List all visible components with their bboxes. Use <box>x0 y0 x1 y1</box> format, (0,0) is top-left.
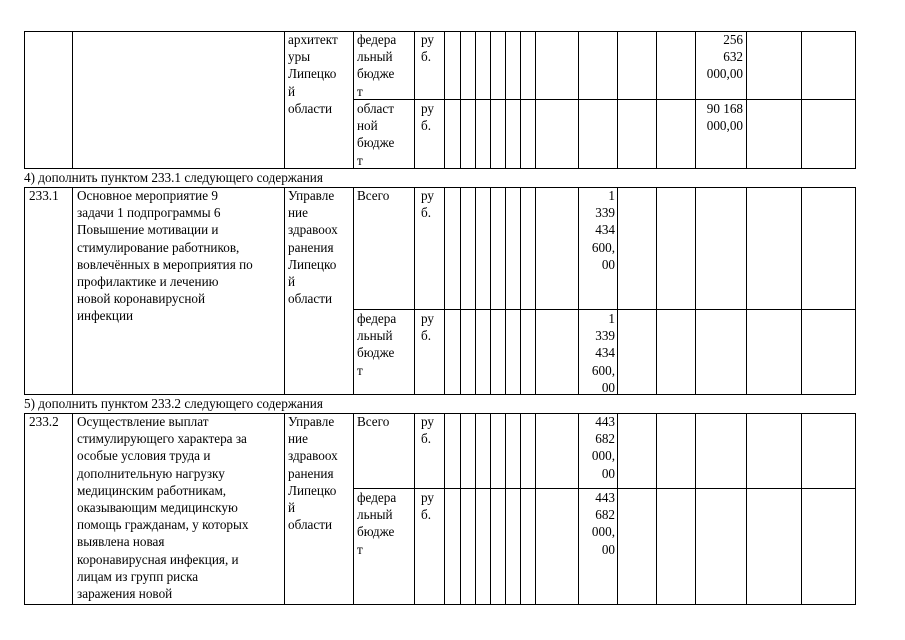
unit-label: ру б. <box>421 101 435 134</box>
amount-value: 1 339 434 600, 00 <box>591 188 615 272</box>
responsible-dept: Управле ние здравоох ранения Липецко й области <box>288 188 338 307</box>
section-heading-4: 4) дополнить пунктом 233.1 следующего содержания <box>24 170 323 185</box>
funding-source: федера льный бюдже т <box>357 32 397 99</box>
unit-label: ру б. <box>421 32 435 65</box>
unit-label: ру б. <box>421 414 435 447</box>
item-title: Основное мероприятие 9 задачи 1 подпрограммы 6 Повышение мотивации и стимулирование работников, вовлечённых в мероприятия по профилактике и лечению новой коронавирусной инфекции <box>77 188 253 324</box>
funding-source: федера льный бюдже т <box>357 490 397 557</box>
amount-value: 256 632 000,00 <box>706 32 743 82</box>
unit-label: ру б. <box>421 311 435 344</box>
funding-source: Всего <box>357 414 390 429</box>
amount-value: 90 168 000,00 <box>706 101 743 134</box>
amount-value: 443 682 000, 00 <box>591 414 615 481</box>
amount-value: 1 339 434 600, 00 <box>591 311 615 395</box>
unit-label: ру б. <box>421 188 435 221</box>
section-heading-5: 5) дополнить пунктом 233.2 следующего содержания <box>24 396 323 411</box>
funding-source: федера льный бюдже т <box>357 311 397 378</box>
responsible-dept: Управле ние здравоох ранения Липецко й области <box>288 414 338 533</box>
item-title: Осуществление выплат стимулирующего характера за особые условия труда и дополнительную нагрузку медицинским работникам, оказывающим медицинскую помощь гражданам, у которых выявлена новая коронавирусная инфекция, и лицам из групп риска заражения новой <box>77 414 249 602</box>
item-number: 233.2 <box>29 414 59 429</box>
responsible-dept: архитект уры Липецко й области <box>288 32 338 116</box>
funding-source: област ной бюдже т <box>357 101 395 168</box>
funding-source: Всего <box>357 188 390 203</box>
item-number: 233.1 <box>29 188 59 203</box>
amount-value: 443 682 000, 00 <box>591 490 615 557</box>
unit-label: ру б. <box>421 490 435 523</box>
